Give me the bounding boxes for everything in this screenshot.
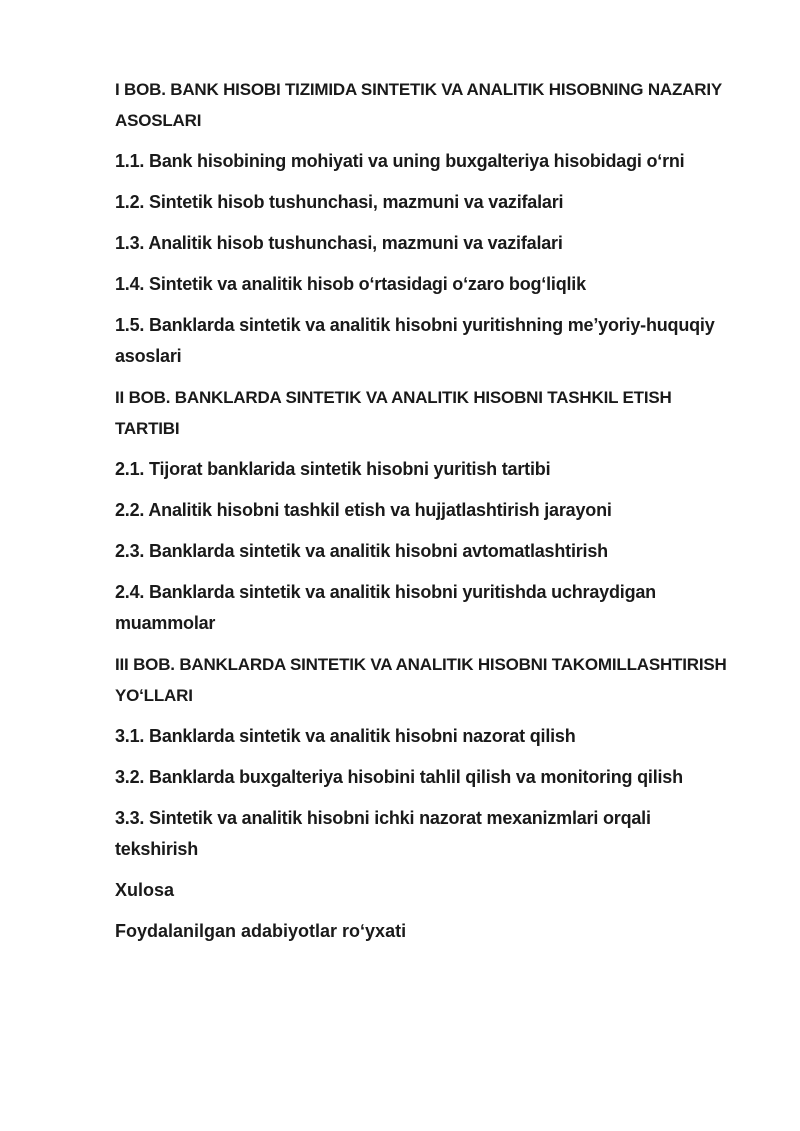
section-2-4: 2.4. Banklarda sintetik va analitik hisobni yuritishda uchraydigan muammolar (115, 582, 656, 633)
section-3-2: 3.2. Banklarda buxgalteriya hisobini tahlil qilish va monitoring qilish (115, 767, 683, 787)
table-of-contents (115, 74, 735, 957)
section-2-3: 2.3. Banklarda sintetik va analitik hisobni avtomatlashtirish (115, 541, 608, 561)
chapter-1-title: I BOB. BANK HISOBI TIZIMIDA SINTETIK VA ANALITIK HISOBNING NAZARIY ASOSLARI (115, 80, 722, 130)
section-1-5: 1.5. Banklarda sintetik va analitik hisobni yuritishning meʼyoriy-huquqiy asoslari (115, 315, 715, 366)
section-1-4: 1.4. Sintetik va analitik hisob oʻrtasidagi oʻzaro bogʻliqlik (115, 274, 586, 294)
conclusion-entry: Xulosa (115, 880, 175, 900)
section-2-1: 2.1. Tijorat banklarida sintetik hisobni yuritish tartibi (115, 459, 551, 479)
section-1-1: 1.1. Bank hisobining mohiyati va uning buxgalteriya hisobidagi oʻrni (115, 151, 685, 171)
chapter-3-title: III BOB. BANKLARDA SINTETIK VA ANALITIK HISOBNI TAKOMILLASHTIRISH YOʻLLARI (115, 655, 727, 705)
section-1-3: 1.3. Analitik hisob tushunchasi, mazmuni va vazifalari (115, 233, 563, 253)
section-2-2: 2.2. Analitik hisobni tashkil etish va hujjatlashtirish jarayoni (115, 500, 612, 520)
section-1-2: 1.2. Sintetik hisob tushunchasi, mazmuni va vazifalari (115, 192, 564, 212)
section-3-1: 3.1. Banklarda sintetik va analitik hisobni nazorat qilish (115, 726, 576, 746)
references-entry: Foydalanilgan adabiyotlar roʻyxati (115, 921, 407, 941)
chapter-2-title: II BOB. BANKLARDA SINTETIK VA ANALITIK HISOBNI TASHKIL ETISH TARTIBI (115, 388, 672, 438)
section-3-3: 3.3. Sintetik va analitik hisobni ichki nazorat mexanizmlari orqali tekshirish (115, 808, 651, 859)
